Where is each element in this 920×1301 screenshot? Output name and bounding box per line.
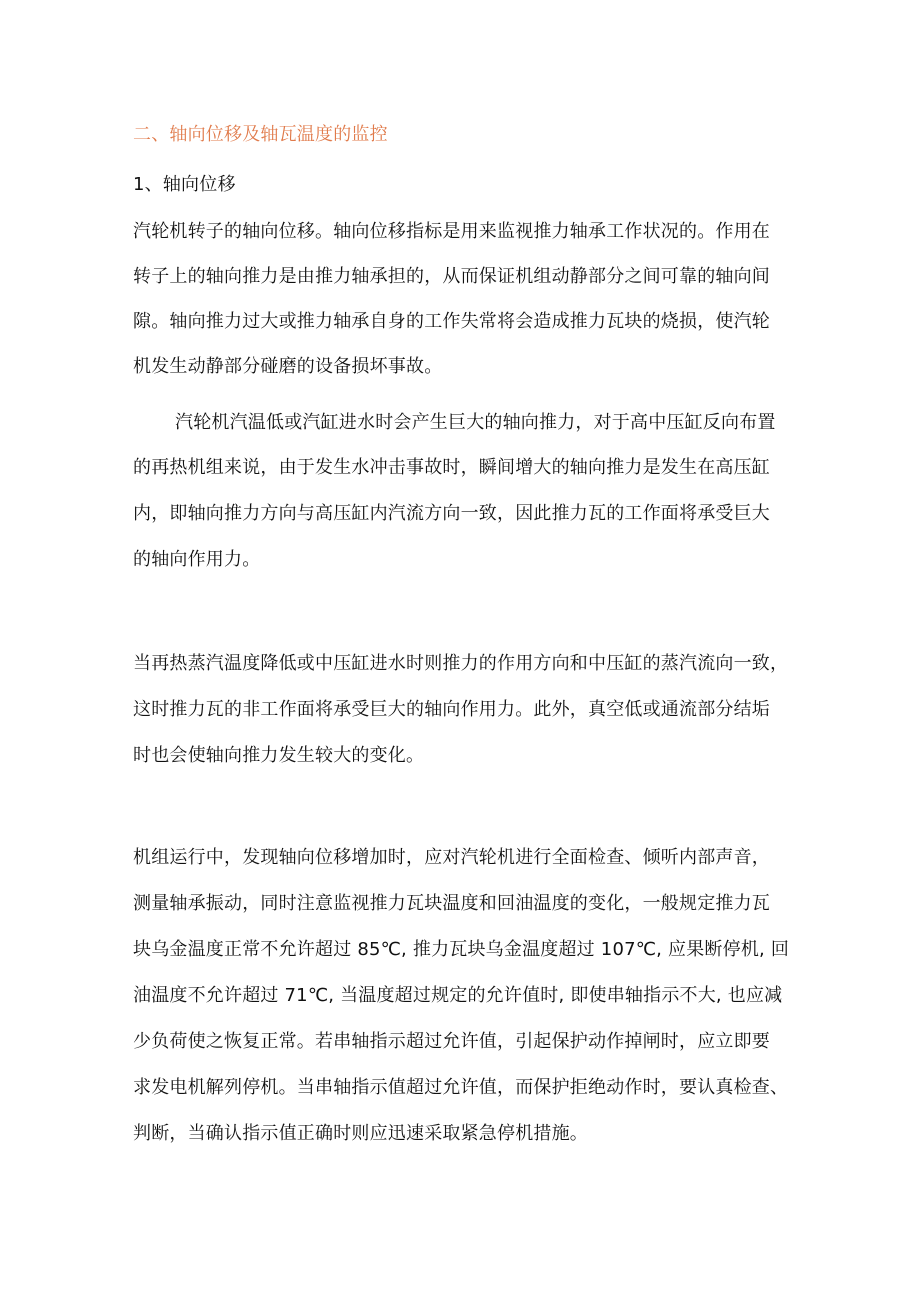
paragraph-line: 隙。轴向推力过大或推力轴承自身的工作失常将会造成推力瓦块的烧损，使汽轮 bbox=[133, 311, 770, 332]
paragraph-line: 块乌金温度正常不允许超过 85℃, 推力瓦块乌金温度超过 107℃, 应果断停机, 回 bbox=[133, 939, 790, 960]
paragraph-line: 当再热蒸汽温度降低或中压缸进水时则推力的作用方向和中压缸的蒸汽流向一致， bbox=[133, 653, 789, 674]
paragraph-line: 测量轴承振动，同时注意监视推力瓦块温度和回油温度的变化，一般规定推力瓦 bbox=[133, 893, 770, 914]
paragraph-line: 汽轮机汽温低或汽缸进水时会产生巨大的轴向推力，对于高中压缸反向布置 bbox=[175, 412, 776, 433]
section-title: 二、轴向位移及轴瓦温度的监控 bbox=[133, 124, 388, 145]
paragraph-line: 汽轮机转子的轴向位移。轴向位移指标是用来监视推力轴承工作状况的。作用在 bbox=[133, 221, 770, 242]
paragraph-line: 的轴向作用力。 bbox=[133, 549, 261, 570]
paragraph-line: 机发生动静部分碰磨的设备损坏事故。 bbox=[133, 356, 443, 377]
paragraph-line: 时也会使轴向推力发生较大的变化。 bbox=[133, 745, 425, 766]
paragraph-line: 判断，当确认指示值正确时则应迅速采取紧急停机措施。 bbox=[133, 1123, 588, 1144]
subsection-title: 1、轴向位移 bbox=[133, 174, 236, 195]
paragraph-line: 少负荷使之恢复正常。若串轴指示超过允许值，引起保护动作掉闸时，应立即要 bbox=[133, 1031, 770, 1052]
paragraph-line: 求发电机解列停机。当串轴指示值超过允许值，而保护拒绝动作时，要认真检查、 bbox=[133, 1077, 789, 1098]
paragraph-line: 油温度不允许超过 71℃, 当温度超过规定的允许值时, 即使串轴指示不大, 也应减 bbox=[133, 985, 783, 1006]
paragraph-line: 这时推力瓦的非工作面将承受巨大的轴向作用力。此外，真空低或通流部分结垢 bbox=[133, 699, 770, 720]
paragraph-line: 的再热机组来说，由于发生水冲击事故时，瞬间增大的轴向推力是发生在高压缸 bbox=[133, 457, 770, 478]
paragraph-line: 转子上的轴向推力是由推力轴承担的，从而保证机组动静部分之间可靠的轴向间 bbox=[133, 266, 770, 287]
paragraph-line: 机组运行中，发现轴向位移增加时，应对汽轮机进行全面检查、倾听内部声音， bbox=[133, 847, 770, 868]
paragraph-line: 内，即轴向推力方向与高压缸内汽流方向一致，因此推力瓦的工作面将承受巨大 bbox=[133, 503, 770, 524]
